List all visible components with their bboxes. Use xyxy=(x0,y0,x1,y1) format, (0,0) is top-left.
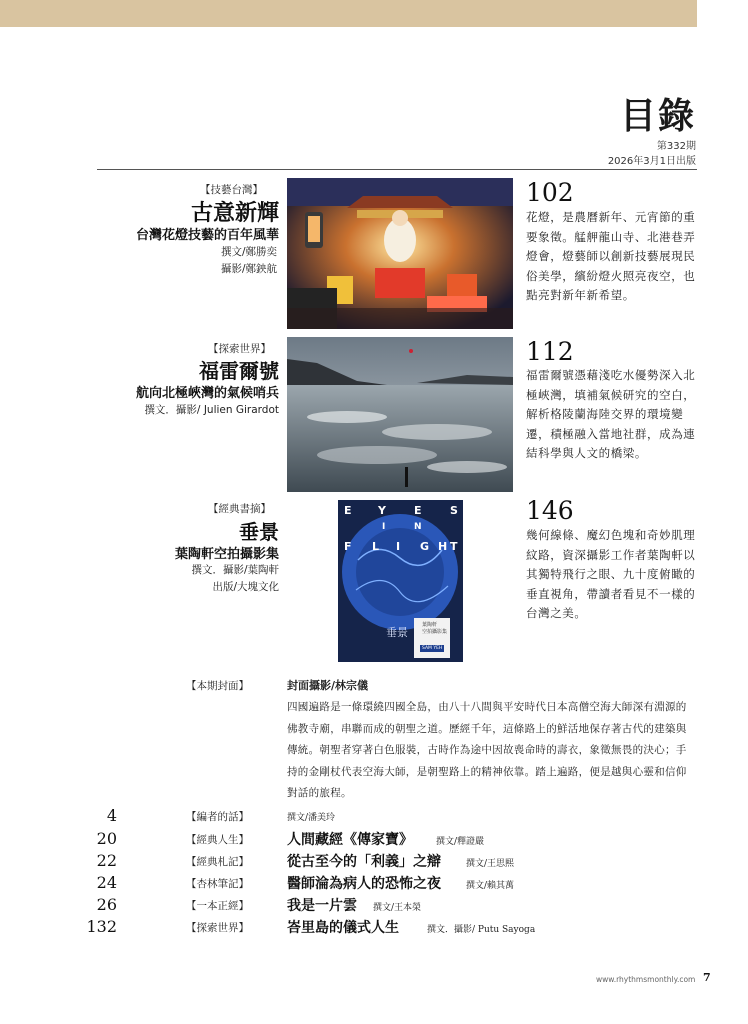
feature-3-headline[interactable]: 垂景 xyxy=(239,520,279,544)
toc-row-credit: 撰文/王本榮 xyxy=(373,903,422,913)
feature-2-subtitle: 航向北極峽灣的氣候哨兵 xyxy=(135,386,279,401)
book-letter: H xyxy=(438,540,448,553)
book-letter: Y xyxy=(378,504,386,517)
toc-row-credit: 撰文/潘美玲 xyxy=(287,813,336,823)
toc-row-page[interactable]: 4 xyxy=(106,806,117,825)
book-small-line: 空拍攝影集 xyxy=(422,629,448,635)
feature-2-page-number[interactable]: 112 xyxy=(526,337,574,366)
book-author-badge: SAM YEH xyxy=(422,646,443,651)
feature-1-page-number[interactable]: 102 xyxy=(526,178,574,207)
toc-row-category: 【經典札記】 xyxy=(186,856,249,868)
feature-2-headline[interactable]: 福雷爾號 xyxy=(199,359,279,383)
toc-row-title[interactable]: 醫師淪為病人的恐怖之夜 xyxy=(287,876,441,892)
toc-row-page[interactable]: 24 xyxy=(96,873,117,892)
feature-3-subtitle: 葉陶軒空拍攝影集 xyxy=(174,547,279,562)
toc-row-credit: 撰文/王思熙 xyxy=(466,859,515,869)
book-letter: E xyxy=(414,504,422,517)
book-letter: I xyxy=(382,522,386,532)
cover-label: 【本期封面】 xyxy=(186,680,249,692)
feature-2-photo-fjord[interactable] xyxy=(287,337,513,492)
toc-row-credit: 撰文/釋證嚴 xyxy=(436,837,485,847)
feature-1-headline[interactable]: 古意新輝 xyxy=(190,200,279,226)
book-letter: N xyxy=(414,522,422,532)
feature-1-credits xyxy=(221,244,277,278)
toc-row-category: 【一本正經】 xyxy=(186,900,249,912)
feature-3-category: 【經典書摘】 xyxy=(208,503,271,515)
toc-row-category: 【編者的話】 xyxy=(186,811,249,823)
issue-number: 第332期 xyxy=(656,141,696,152)
feature-3-credits xyxy=(191,562,279,596)
feature-3-page-number[interactable]: 146 xyxy=(526,496,574,525)
book-chinese-title: 垂景 xyxy=(386,626,408,639)
credit-line: 攝影/鄭鉠航 xyxy=(220,263,277,275)
toc-row-page[interactable]: 132 xyxy=(86,917,117,936)
credit-line: 撰文．攝影/葉陶軒 xyxy=(191,564,279,576)
publication-date: 2026年3月1日出版 xyxy=(607,156,696,167)
feature-2-credits xyxy=(144,402,279,419)
book-letter: L xyxy=(372,540,380,553)
toc-row-title[interactable]: 我是一片雲 xyxy=(287,898,357,914)
toc-row-page[interactable]: 26 xyxy=(96,895,117,914)
toc-row-credit: 撰文．攝影/ Putu Sayoga xyxy=(427,925,536,935)
book-letter: E xyxy=(344,504,352,517)
book-letter: G xyxy=(420,540,430,553)
cover-description: 四國遍路是一條環繞四國全島，由八十八間與平安時代日本高僧空海大師深有淵源的佛教寺廟，串聯而成的朝聖之道。歷經千年，這條路上的鮮活地保存著古代的建築與傳統。朝聖者穿著白色服裝，古時作為途中因故喪命時的壽衣，象徵無畏的決心；手持的金剛杖代表空海大師，是朝聖路上的精神依靠。踏上遍路，便是越與心靈和信仰對話的旅程。 xyxy=(287,701,687,799)
cover-credit: 封面攝影/林宗儀 xyxy=(287,679,369,692)
toc-row-category: 【經典人生】 xyxy=(186,834,249,846)
toc-row-page[interactable]: 22 xyxy=(96,851,117,870)
credit-line: 出版/大塊文化 xyxy=(212,581,279,593)
feature-3-description: 幾何線條、魔幻色塊和奇妙肌理紋路，資深攝影工作者葉陶軒以其獨特飛行之眼、九十度俯瞰的垂直視角，帶讀者看見不一樣的台灣之美。 xyxy=(526,528,696,620)
feature-1-photo-lanterns[interactable] xyxy=(287,178,513,329)
book-letter: S xyxy=(450,504,458,517)
feature-1-subtitle: 台灣花燈技藝的百年風華 xyxy=(135,228,279,243)
toc-row-credit: 撰文/賴其萬 xyxy=(466,881,515,891)
folio-page-number: 7 xyxy=(703,971,711,984)
feature-3-book-cover[interactable] xyxy=(338,500,463,662)
book-letter: F xyxy=(344,540,352,553)
toc-row-title[interactable]: 人間藏經《傳家寶》 xyxy=(287,832,413,848)
top-color-band xyxy=(0,0,697,27)
toc-row-category: 【探索世界】 xyxy=(186,922,249,934)
credit-line: 撰文/鄭勝奕 xyxy=(220,246,277,258)
credit-line: 撰文．攝影/ Julien Girardot xyxy=(144,404,279,416)
feature-1-category: 【技藝台灣】 xyxy=(200,184,263,196)
website-url[interactable]: www.rhythmsmonthly.com xyxy=(596,975,696,984)
book-small-text xyxy=(422,622,447,636)
feature-1-description: 花燈，是農曆新年、元宵節的重要象徵。艋舺龍山寺、北港巷弄燈會，燈藝師以創新技藝展現民俗美學，繽紛燈火照亮夜空，也點亮對新年新希望。 xyxy=(526,210,696,302)
toc-row-title[interactable]: 從古至今的「利義」之辯 xyxy=(287,854,441,870)
header-divider xyxy=(97,169,697,170)
book-small-line: 葉陶軒 xyxy=(422,622,438,628)
toc-row-category: 【杏林筆記】 xyxy=(186,878,249,890)
book-letter: I xyxy=(396,540,401,553)
toc-row-page[interactable]: 20 xyxy=(96,829,117,848)
page-title: 目錄 xyxy=(619,95,696,137)
feature-2-description: 福雷爾號憑藉淺吃水優勢深入北極峽灣，填補氣候研究的空白，解析格陵蘭海陸交界的環境變遷，積極融入當地社群，成為連結科學與人文的橋梁。 xyxy=(526,368,696,460)
book-letter: T xyxy=(450,540,458,553)
toc-row-title[interactable]: 峇里島的儀式人生 xyxy=(287,920,399,936)
feature-2-category: 【探索世界】 xyxy=(208,343,271,355)
